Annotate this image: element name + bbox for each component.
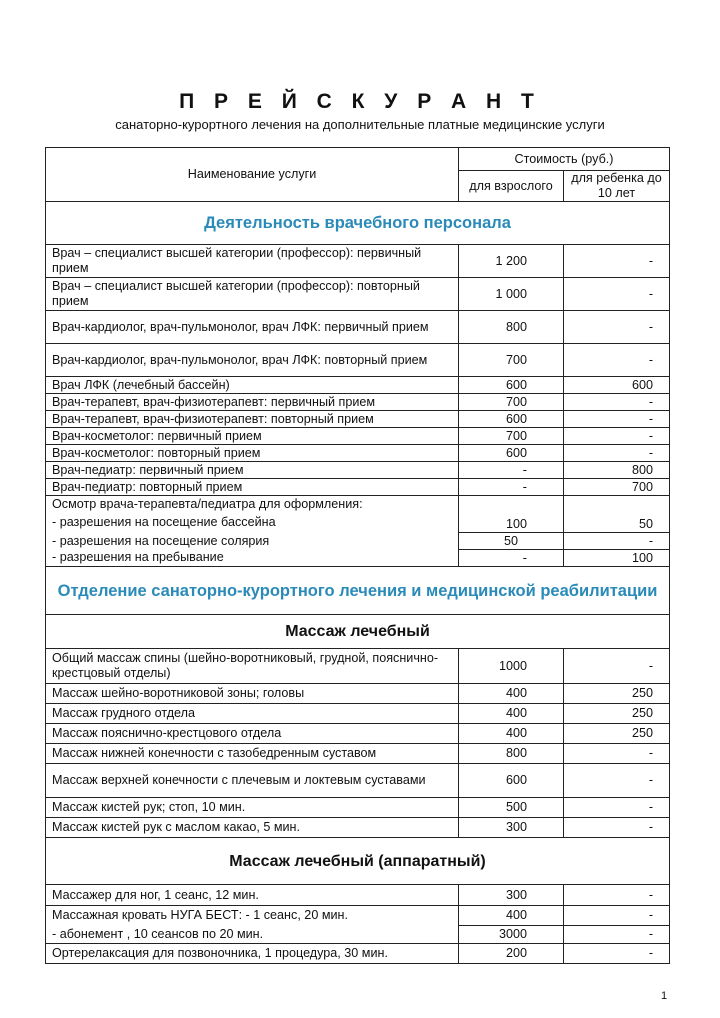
table-row <box>46 944 670 964</box>
service-name: Врач-кардиолог, врач-пульмонолог, врач ЛФК: повторный прием <box>46 344 459 377</box>
exam-intro: Осмотр врача-терапевта/педиатра для оформления: <box>46 496 459 513</box>
table-row <box>46 533 670 550</box>
child-price: 250 <box>564 684 670 704</box>
adult-price: 600 <box>459 764 564 798</box>
child-price: 600 <box>564 377 670 394</box>
table-row <box>46 445 670 462</box>
table-row <box>46 649 670 684</box>
table-row <box>46 479 670 496</box>
child-price: - <box>564 394 670 411</box>
service-name: Врач-педиатр: повторный прием <box>46 479 459 496</box>
table-row <box>46 513 670 533</box>
table-row <box>46 278 670 311</box>
adult-price: - <box>459 479 564 496</box>
service-name: Врач ЛФК (лечебный бассейн) <box>46 377 459 394</box>
child-price: - <box>564 278 670 311</box>
child-price: - <box>564 798 670 818</box>
table-row <box>46 926 670 944</box>
child-price: - <box>564 944 670 964</box>
service-name: Врач-косметолог: первичный прием <box>46 428 459 445</box>
table-row <box>46 462 670 479</box>
adult-price: 300 <box>459 885 564 906</box>
price-table <box>45 147 670 964</box>
child-price: - <box>564 764 670 798</box>
child-price: - <box>564 411 670 428</box>
adult-price-empty <box>459 496 564 513</box>
table-row <box>46 724 670 744</box>
child-price: - <box>564 885 670 906</box>
adult-price: 600 <box>459 445 564 462</box>
service-name: Массаж кистей рук с маслом какао, 5 мин. <box>46 818 459 838</box>
child-price: - <box>564 818 670 838</box>
service-name: - абонемент , 10 сеансов по 20 мин. <box>46 926 459 944</box>
adult-price: 700 <box>459 394 564 411</box>
table-row <box>46 411 670 428</box>
table-row <box>46 394 670 411</box>
adult-price: 400 <box>459 906 564 926</box>
table-row <box>46 818 670 838</box>
child-price: - <box>564 906 670 926</box>
adult-price: 3000 <box>459 926 564 944</box>
table-row <box>46 684 670 704</box>
service-name: Врач-косметолог: повторный прием <box>46 445 459 462</box>
section-heading-row <box>46 202 670 245</box>
service-name: Массаж кистей рук; стоп, 10 мин. <box>46 798 459 818</box>
service-name: Массаж верхней конечности с плечевым и локтевым суставами <box>46 764 459 798</box>
adult-price: 400 <box>459 724 564 744</box>
child-price: - <box>564 445 670 462</box>
adult-price: 500 <box>459 798 564 818</box>
service-name: Массаж нижней конечности с тазобедренным суставом <box>46 744 459 764</box>
adult-price: 800 <box>459 744 564 764</box>
adult-price: - <box>459 550 564 567</box>
adult-price: 700 <box>459 344 564 377</box>
child-price: 50 <box>564 513 670 533</box>
adult-price: 600 <box>459 411 564 428</box>
child-price: 700 <box>564 479 670 496</box>
adult-price: 1000 <box>459 649 564 684</box>
table-row <box>46 428 670 445</box>
child-price: - <box>564 245 670 278</box>
child-price: - <box>564 311 670 344</box>
subsection-heading-row <box>46 838 670 885</box>
adult-price: 800 <box>459 311 564 344</box>
service-name: Ортерелаксация для позвоночника, 1 процедура, 30 мин. <box>46 944 459 964</box>
page-title: П Р Е Й С К У Р А Н Т <box>179 90 541 113</box>
adult-price: 1 200 <box>459 245 564 278</box>
service-name: Врач-терапевт, врач-физиотерапевт: повторный прием <box>46 411 459 428</box>
table-header-row <box>46 148 670 171</box>
adult-price: 400 <box>459 684 564 704</box>
adult-price: 1 000 <box>459 278 564 311</box>
service-name: - разрешения на пребывание <box>46 550 459 567</box>
table-row <box>46 550 670 567</box>
service-name: Массажер для ног, 1 сеанс, 12 мин. <box>46 885 459 906</box>
adult-price: 700 <box>459 428 564 445</box>
table-row <box>46 764 670 798</box>
child-price: 250 <box>564 704 670 724</box>
service-name: Врач – специалист высшей категории (профессор): первичный прием <box>46 245 459 278</box>
adult-price: 400 <box>459 704 564 724</box>
table-row <box>46 798 670 818</box>
service-name: Массаж шейно-воротниковой зоны; головы <box>46 684 459 704</box>
subsection-heading: Массаж лечебный (аппаратный) <box>46 838 670 885</box>
table-row <box>46 744 670 764</box>
adult-price: 300 <box>459 818 564 838</box>
service-name: Врач-терапевт, врач-физиотерапевт: первичный прием <box>46 394 459 411</box>
table-row <box>46 377 670 394</box>
service-name: Массажная кровать НУГА БЕСТ: - 1 сеанс, 20 мин. <box>46 906 459 926</box>
table-row <box>46 311 670 344</box>
section-heading: Деятельность врачебного персонала <box>46 202 670 245</box>
table-row <box>46 906 670 926</box>
child-price: 800 <box>564 462 670 479</box>
child-price: 100 <box>564 550 670 567</box>
adult-price: 200 <box>459 944 564 964</box>
adult-price: 100 <box>459 513 564 533</box>
table-row <box>46 885 670 906</box>
child-price: - <box>564 926 670 944</box>
table-row <box>46 496 670 513</box>
adult-price: - <box>459 462 564 479</box>
child-price: - <box>564 533 670 550</box>
subsection-heading: Массаж лечебный <box>46 615 670 649</box>
subsection-heading-row <box>46 615 670 649</box>
service-name: Массаж пояснично-крестцового отдела <box>46 724 459 744</box>
table-row <box>46 704 670 724</box>
table-row <box>46 245 670 278</box>
adult-price: 600 <box>459 377 564 394</box>
section-heading-row <box>46 567 670 615</box>
adult-price: 50 <box>459 533 564 550</box>
child-price: - <box>564 744 670 764</box>
child-price: 250 <box>564 724 670 744</box>
service-name: Массаж грудного отдела <box>46 704 459 724</box>
header-adult: для взрослого <box>459 171 564 202</box>
child-price-empty <box>564 496 670 513</box>
header-service-name: Наименование услуги <box>46 148 459 202</box>
child-price: - <box>564 649 670 684</box>
child-price: - <box>564 428 670 445</box>
header-cost: Стоимость (руб.) <box>459 148 670 171</box>
table-row <box>46 344 670 377</box>
service-name: Врач-педиатр: первичный прием <box>46 462 459 479</box>
section-heading: Отделение санаторно-курортного лечения и медицинской реабилитации <box>46 567 670 615</box>
service-name: Врач – специалист высшей категории (профессор): повторный прием <box>46 278 459 311</box>
service-name: - разрешения на посещение солярия <box>46 533 459 550</box>
service-name: - разрешения на посещение бассейна <box>46 513 459 533</box>
child-price: - <box>564 344 670 377</box>
header-child: для ребенка до 10 лет <box>564 171 670 202</box>
service-name: Общий массаж спины (шейно-воротниковый, грудной, пояснично-крестцовый отделы) <box>46 649 459 684</box>
page-subtitle: санаторно-курортного лечения на дополнительные платные медицинские услуги <box>115 117 605 132</box>
service-name: Врач-кардиолог, врач-пульмонолог, врач ЛФК: первичный прием <box>46 311 459 344</box>
page-number: 1 <box>661 990 668 1002</box>
